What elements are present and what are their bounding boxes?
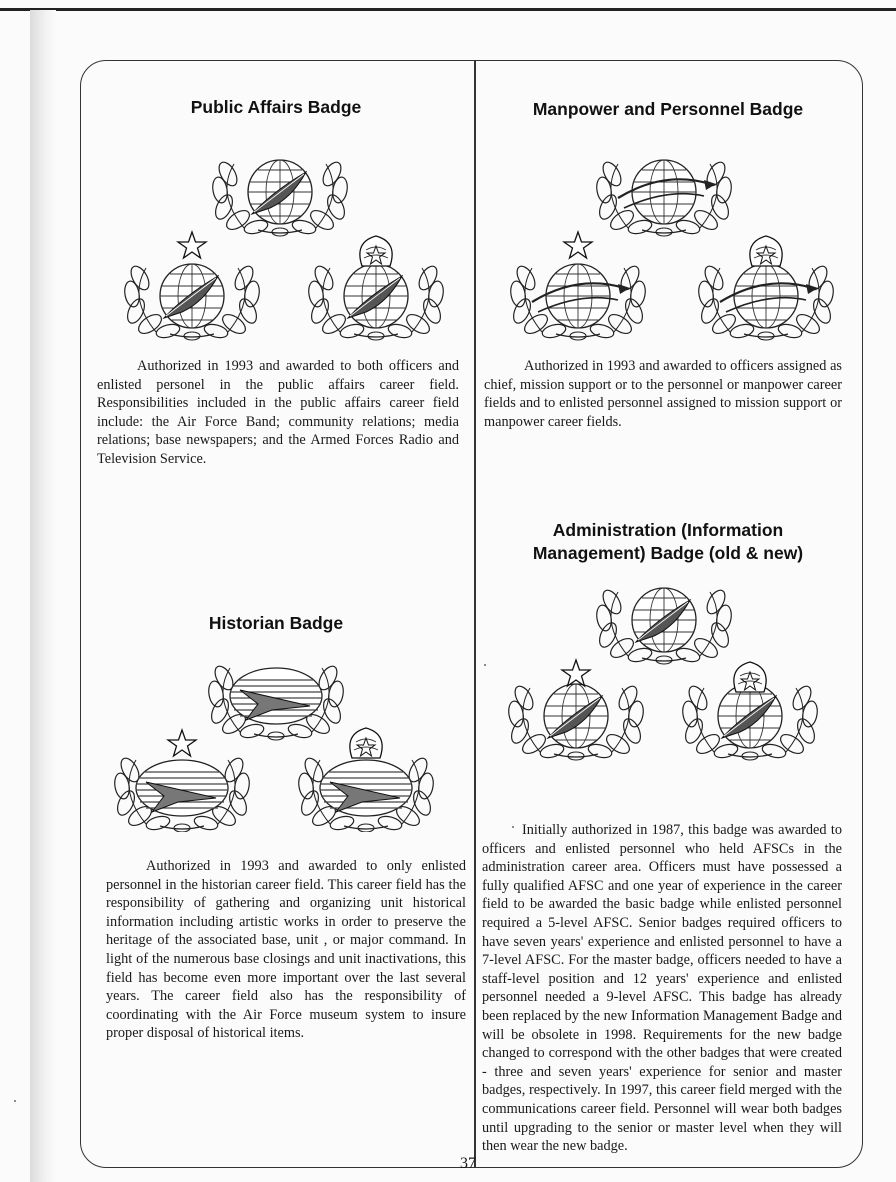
administration-title-line2: Management) Badge (old & new)	[532, 543, 804, 563]
historian-senior-badge	[102, 720, 262, 832]
historian-title: Historian Badge	[208, 613, 344, 633]
master-wreath-star-icon	[734, 662, 766, 692]
binding-shadow	[30, 10, 56, 1182]
public-affairs-senior-badge	[112, 228, 272, 343]
manpower-master-badge	[686, 228, 846, 343]
administration-title-line1: Administration (Information	[552, 520, 784, 540]
historian-text: Authorized in 1993 and awarded to only enlisted personnel in the historian career field. This career field has the responsibility of gathering and organizing unit historical information including artistic works in order to preserve the heritage of the associated base, unit , or major command. In light of the numerous base closings and unit inactivations, this field has become even more important over the last several years. The career field also has the responsibility of coordinating with the Air Force museum system to insure proper disposal of historical items.	[106, 858, 466, 1042]
public-affairs-text: Authorized in 1993 and awarded to both officers and enlisted personel in the public affairs career field. Responsibilities included in the public affairs career field include: the Air Force Band; community relations; media relations; base newspapers; and the Armed Forces Radio and Television Service.	[97, 358, 459, 467]
column-divider	[474, 60, 476, 1168]
scan-speck	[14, 1100, 16, 1102]
administration-title	[484, 519, 852, 565]
administration-basic-badge	[584, 582, 744, 667]
manpower-senior-badge	[498, 228, 658, 343]
senior-star-icon	[168, 730, 196, 756]
manpower-basic-badge	[584, 150, 744, 240]
page-top-rule	[0, 8, 896, 11]
administration-senior-badge	[496, 656, 656, 761]
master-wreath-star-icon	[750, 236, 782, 266]
scan-speck	[484, 664, 486, 666]
master-wreath-star-icon	[350, 728, 382, 758]
manpower-text: Authorized in 1993 and awarded to officers assigned as chief, mission support or to the personnel or manpower career fields and to enlisted personnel assigned to mission support or manpower career fields.	[484, 358, 842, 430]
senior-star-icon	[178, 232, 206, 258]
senior-star-icon	[564, 232, 592, 258]
scan-speck	[512, 826, 514, 828]
public-affairs-basic-badge	[200, 150, 360, 240]
manpower-title: Manpower and Personnel Badge	[532, 99, 804, 119]
page-number: 37	[460, 1155, 476, 1172]
historian-master-badge	[286, 720, 446, 832]
public-affairs-title: Public Affairs Badge	[190, 97, 362, 117]
administration-master-badge	[670, 656, 830, 761]
public-affairs-master-badge	[296, 228, 456, 343]
master-wreath-star-icon	[360, 236, 392, 266]
administration-text: Initially authorized in 1987, this badge was awarded to officers and enlisted personnel who held AFSCs in the administration career area. Officers must have possessed a fully qualified AFSC and one year of experience in the career field to be awarded the basic badge while enlisted personnel required a 5-level AFSC. Senior badges required officers to have seven years' experience and enlisted personnel to have a 7-level AFSC. For the master badge, officers needed to have a staff-level position and 12 years' experience and enlisted personnel needed a 9-level AFSC. This badge has already been replaced by the new Information Management Badge and will be obsolete in 1998. Requirements for the new badge changed to correspond with the other badges that were created - three and seven years' experience for senior and master badges, respectively. In 1997, this career field merged with the communications career field. Personnel will wear both badges until upgrading to the senior or master level when they will then wear the new badge.	[482, 822, 842, 1155]
senior-star-icon	[562, 660, 590, 686]
